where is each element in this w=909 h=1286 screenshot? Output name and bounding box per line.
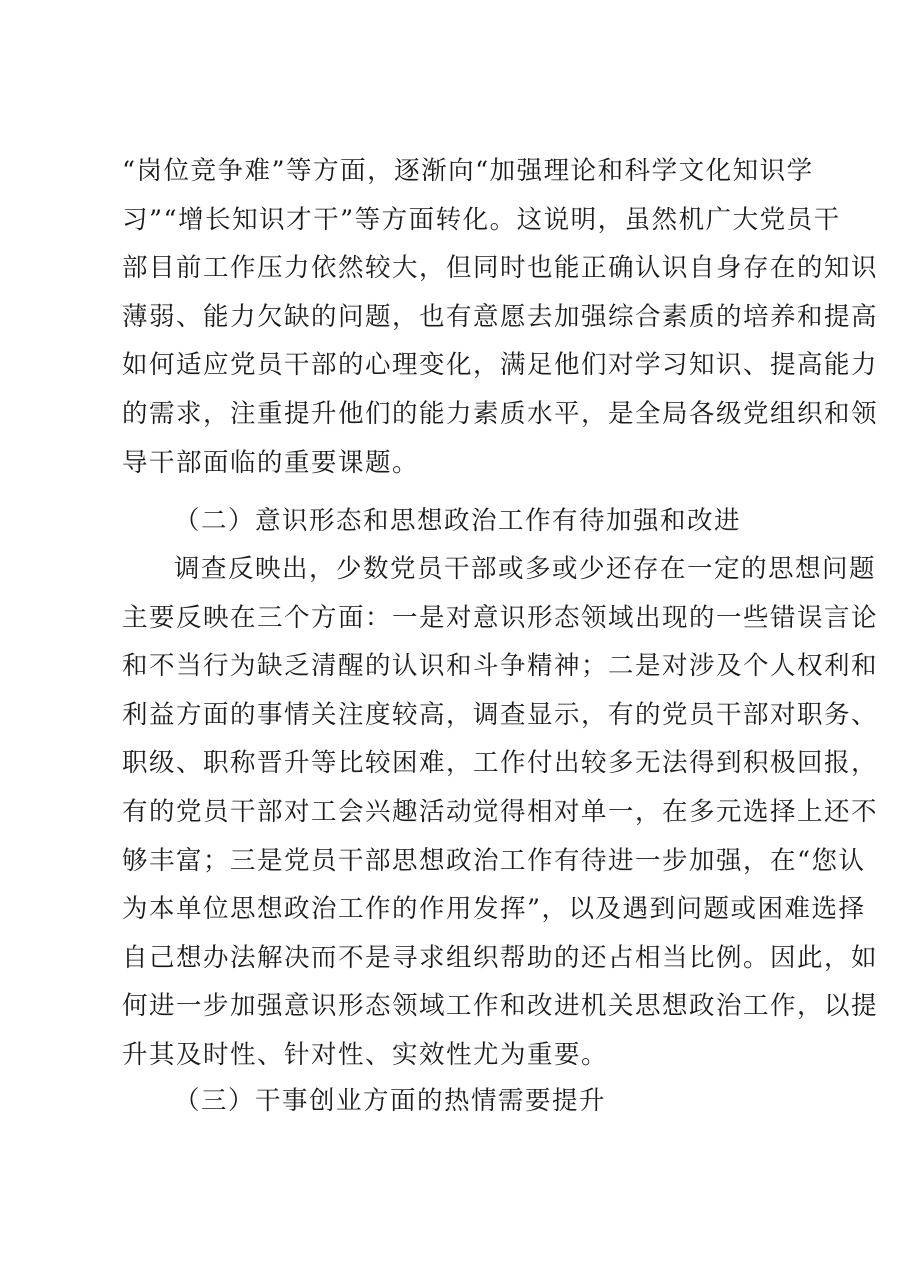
paragraph-line: 部目前工作压力依然较大，但同时也能正确认识自身存在的知识 (122, 253, 879, 284)
paragraph-line: 习”“增长知识才干”等方面转化。这说明，虽然机广大党员干 (122, 204, 841, 235)
section-heading-2 (122, 497, 802, 546)
paragraph-line: 导干部面临的重要课题。 (122, 447, 420, 478)
paragraph-line: 利益方面的事情关注度较高，调查显示，有的党员干部对职务、 (122, 699, 879, 730)
paragraph-2 (122, 545, 879, 1080)
paragraph-line: 调查反映出，少数党员干部或多或少还存在一定的思想问题 (174, 554, 877, 584)
paragraph-line: 如何适应党员干部的心理变化，满足他们对学习知识、提高能力 (122, 350, 879, 381)
paragraph-line: 升其及时性、针对性、实效性尤为重要。 (122, 1039, 609, 1070)
paragraph-line: 有的党员干部对工会兴趣活动觉得相对单一，在多元选择上还不 (122, 796, 879, 827)
paragraph-line: 何进一步加强意识形态领域工作和改进机关思想政治工作，以提 (122, 991, 879, 1022)
paragraph-line: 主要反映在三个方面：一是对意识形态领域出现的一些错误言论 (122, 602, 879, 633)
paragraph-line: “岗位竞争难”等方面，逐渐向“加强理论和科学文化知识学 (122, 156, 814, 186)
paragraph-1 (122, 147, 879, 487)
section-heading-3 (122, 1077, 802, 1126)
paragraph-line: 为本单位思想政治工作的作用发挥”，以及遇到问题或困难选择 (122, 894, 866, 925)
paragraph-line: 职级、职称晋升等比较困难，工作付出较多无法得到积极回报， (122, 748, 879, 779)
paragraph-line: 的需求，注重提升他们的能力素质水平，是全局各级党组织和领 (122, 398, 879, 429)
paragraph-line: 和不当行为缺乏清醒的认识和斗争精神；二是对涉及个人权利和 (122, 651, 879, 682)
paragraph-line: 自己想办法解决而不是寻求组织帮助的还占相当比例。因此，如 (122, 942, 879, 973)
paragraph-line: 薄弱、能力欠缺的问题，也有意愿去加强综合素质的培养和提高 (122, 301, 879, 332)
section-heading: （三）干事创业方面的热情需要提升 (174, 1086, 607, 1116)
section-heading: （二）意识形态和思想政治工作有待加强和改进 (174, 506, 742, 536)
paragraph-line: 够丰富；三是党员干部思想政治工作有待进一步加强，在“您认 (122, 845, 866, 876)
